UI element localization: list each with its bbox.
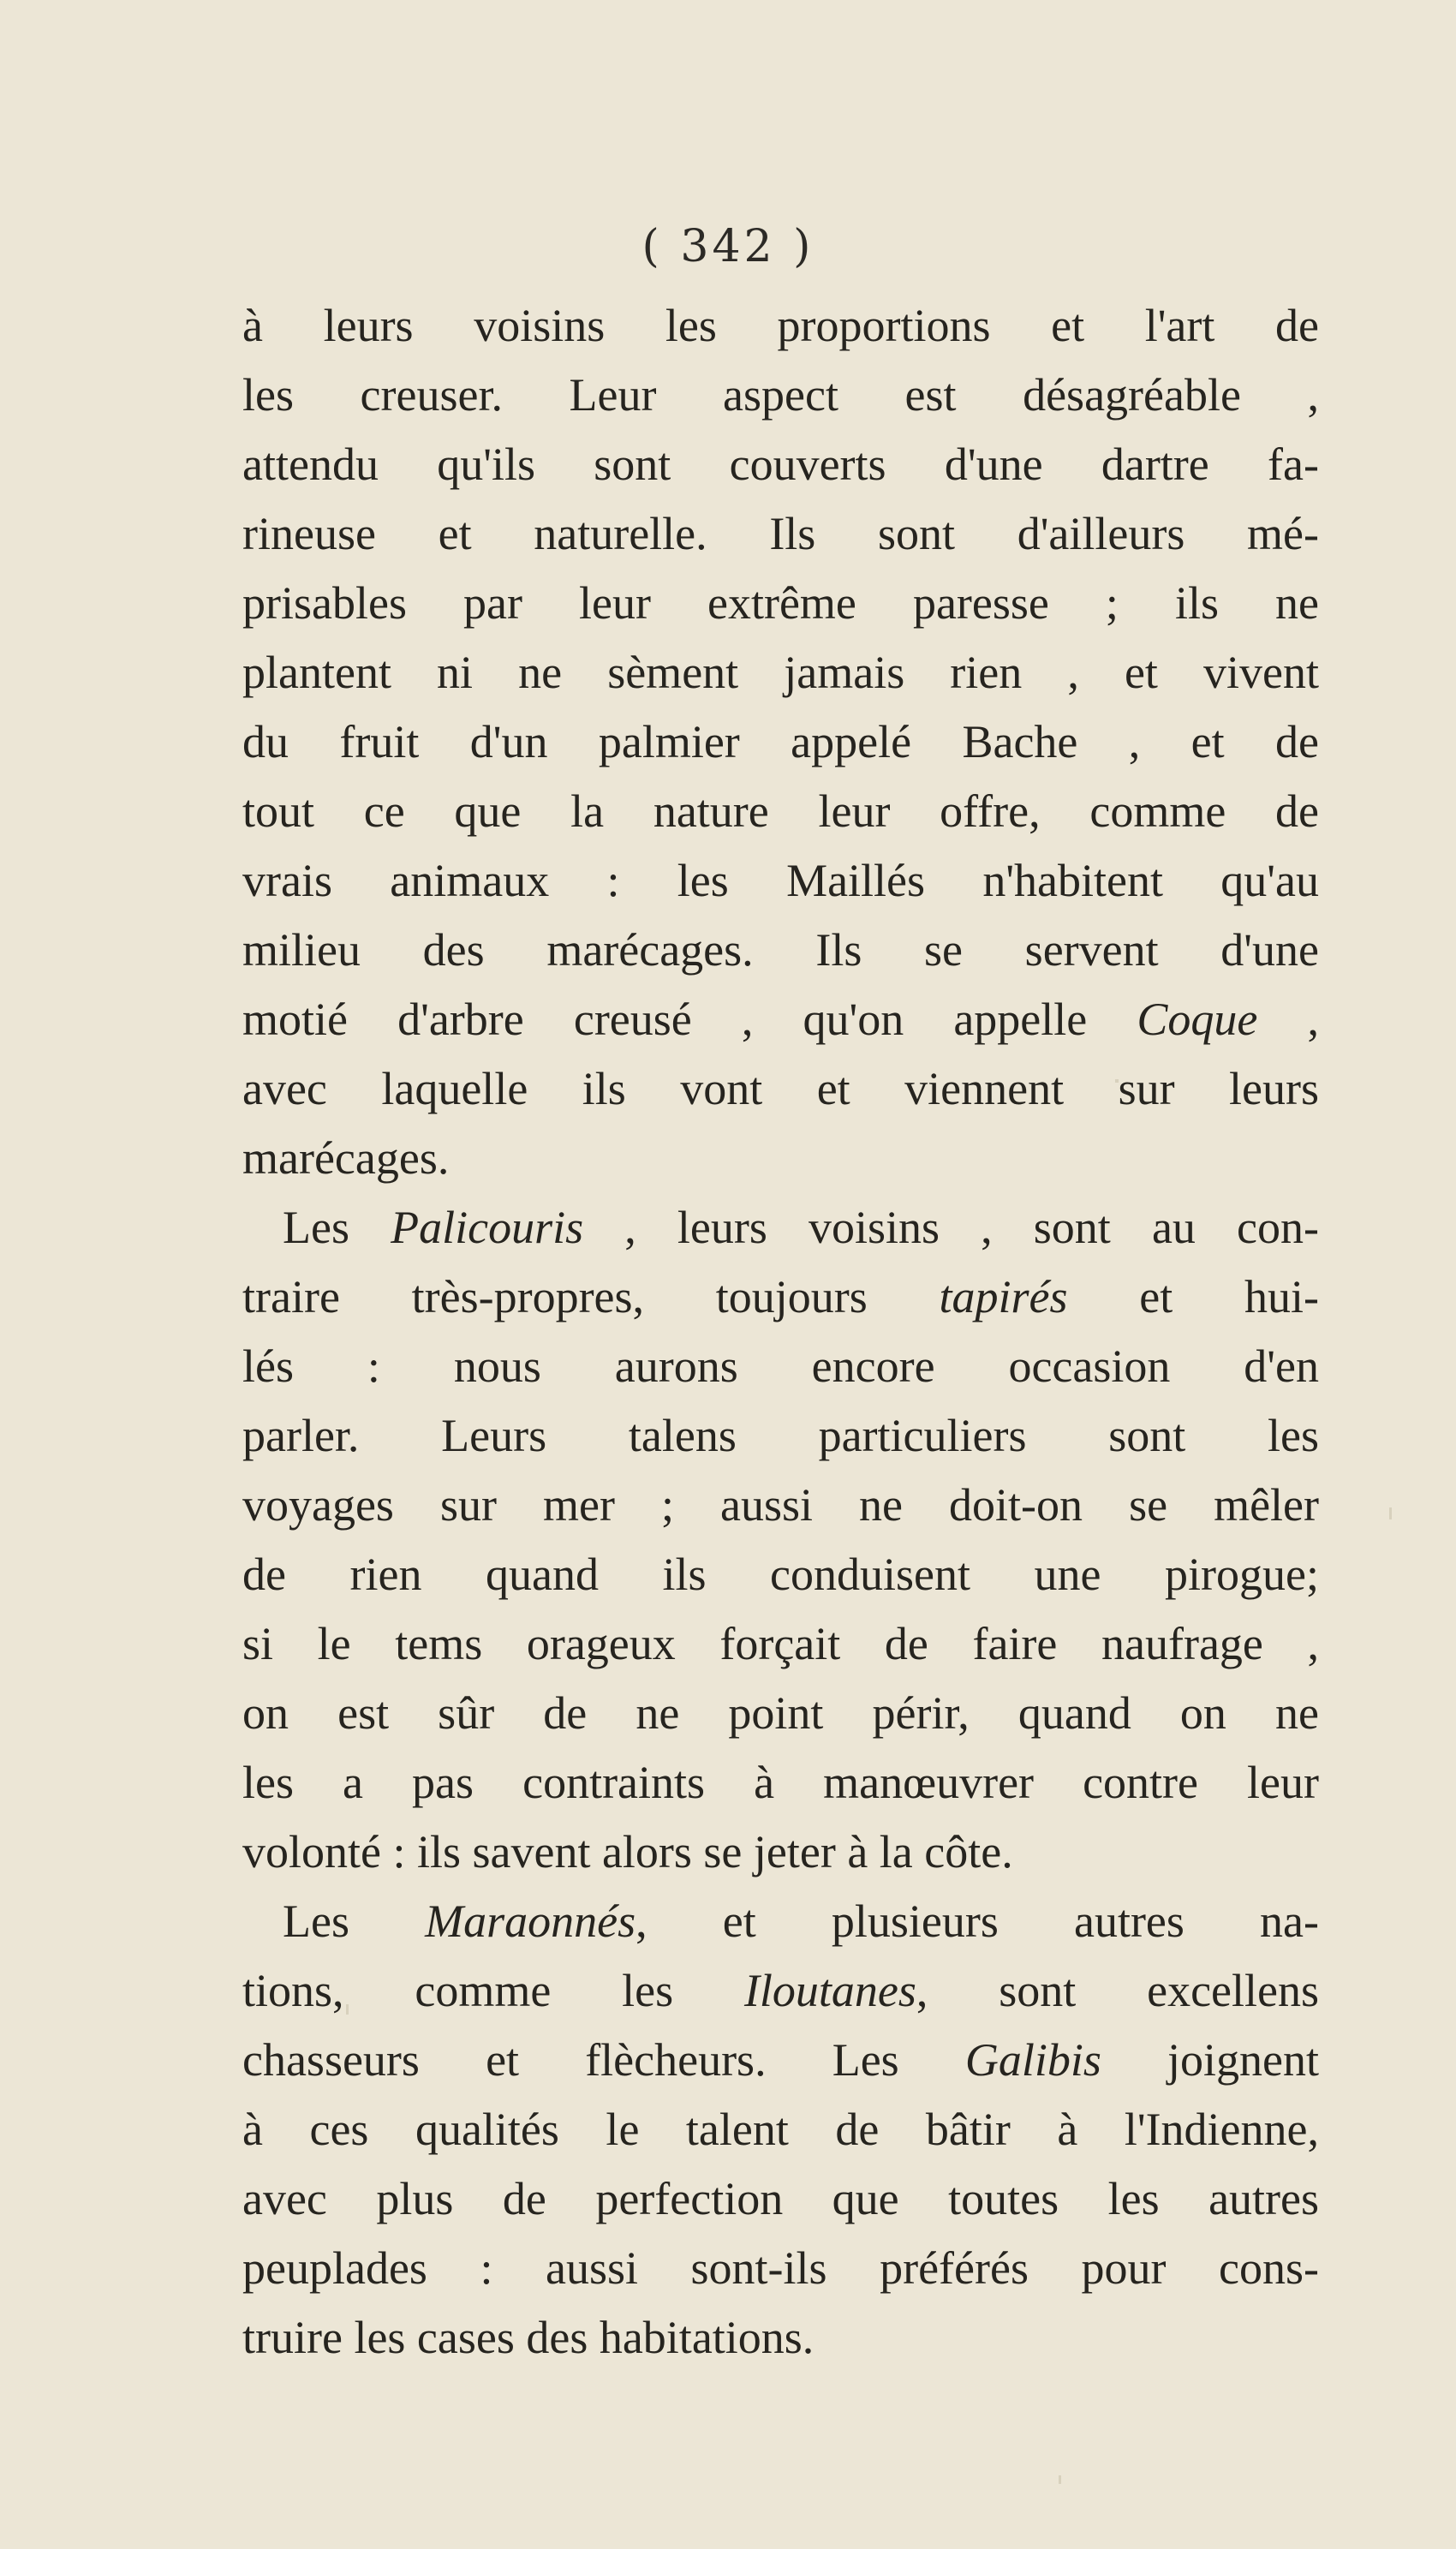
text-line: voyages sur mer ; aussi ne doit-on se mêler — [242, 1479, 1319, 1531]
text-line: à ces qualités le talent de bâtir à l'Indienne, — [242, 2104, 1319, 2155]
text-line: marécages. — [242, 1132, 450, 1184]
text-line: Les Palicouris , leurs voisins , sont au con- — [283, 1202, 1319, 1253]
text-line: lés : nous aurons encore occasion d'en — [242, 1340, 1319, 1392]
text-line: truire les cases des habitations. — [242, 2312, 815, 2363]
text-line: avec plus de perfection que toutes les autres — [242, 2173, 1319, 2224]
italic-term: Galibis — [964, 2034, 1101, 2086]
text-line: peuplades : aussi sont-ils préférés pour cons- — [242, 2242, 1319, 2294]
text-line: les creuser. Leur aspect est désagréable , — [242, 369, 1319, 421]
text-line: rineuse et naturelle. Ils sont d'ailleurs mé- — [242, 508, 1319, 559]
text-line: chasseurs et flècheurs. Les Galibis joignent — [242, 2034, 1319, 2086]
text-line: milieu des marécages. Ils se servent d'une — [242, 924, 1319, 976]
italic-term: Coque — [1137, 994, 1258, 1045]
text-line: on est sûr de ne point périr, quand on ne — [242, 1687, 1319, 1739]
text-line: tions, comme les Iloutanes, sont excellens — [242, 1965, 1319, 2016]
paper-speck — [1059, 2475, 1061, 2484]
text-line: vrais animaux : les Maillés n'habitent qu'au — [242, 855, 1319, 906]
text-line: si le tems orageux forçait de faire naufrage , — [242, 1618, 1319, 1669]
italic-term: Palicouris — [391, 1202, 584, 1253]
page-number: ( 342 ) — [641, 221, 815, 272]
text-line: motié d'arbre creusé , qu'on appelle Coque , — [242, 994, 1319, 1045]
text-line: parler. Leurs talens particuliers sont les — [242, 1410, 1319, 1461]
text-line: du fruit d'un palmier appelé Bache , et de — [242, 716, 1319, 767]
text-line: attendu qu'ils sont couverts d'une dartre fa- — [242, 439, 1319, 490]
text-line: volonté : ils savent alors se jeter à la côte. — [242, 1826, 1013, 1877]
body-text — [242, 291, 1319, 2373]
text-line: à leurs voisins les proportions et l'art de — [242, 300, 1319, 351]
italic-term: Maraonnés — [425, 1895, 636, 1947]
text-line: tout ce que la nature leur offre, comme de — [242, 785, 1319, 837]
text-line: prisables par leur extrême paresse ; ils ne — [242, 577, 1319, 629]
text-line: avec laquelle ils vont et viennent sur leurs — [242, 1063, 1319, 1114]
paper-speck — [1389, 1507, 1392, 1519]
italic-term: tapirés — [939, 1271, 1068, 1322]
text-line: plantent ni ne sèment jamais rien , et vivent — [242, 647, 1319, 698]
text-line: les a pas contraints à manœuvrer contre leur — [242, 1757, 1319, 1808]
text-line: Les Maraonnés, et plusieurs autres na- — [283, 1895, 1319, 1947]
text-line: de rien quand ils conduisent une pirogue; — [242, 1549, 1319, 1600]
italic-term: Iloutanes — [743, 1965, 916, 2016]
text-line: traire très-propres, toujours tapirés et hui- — [242, 1271, 1319, 1322]
